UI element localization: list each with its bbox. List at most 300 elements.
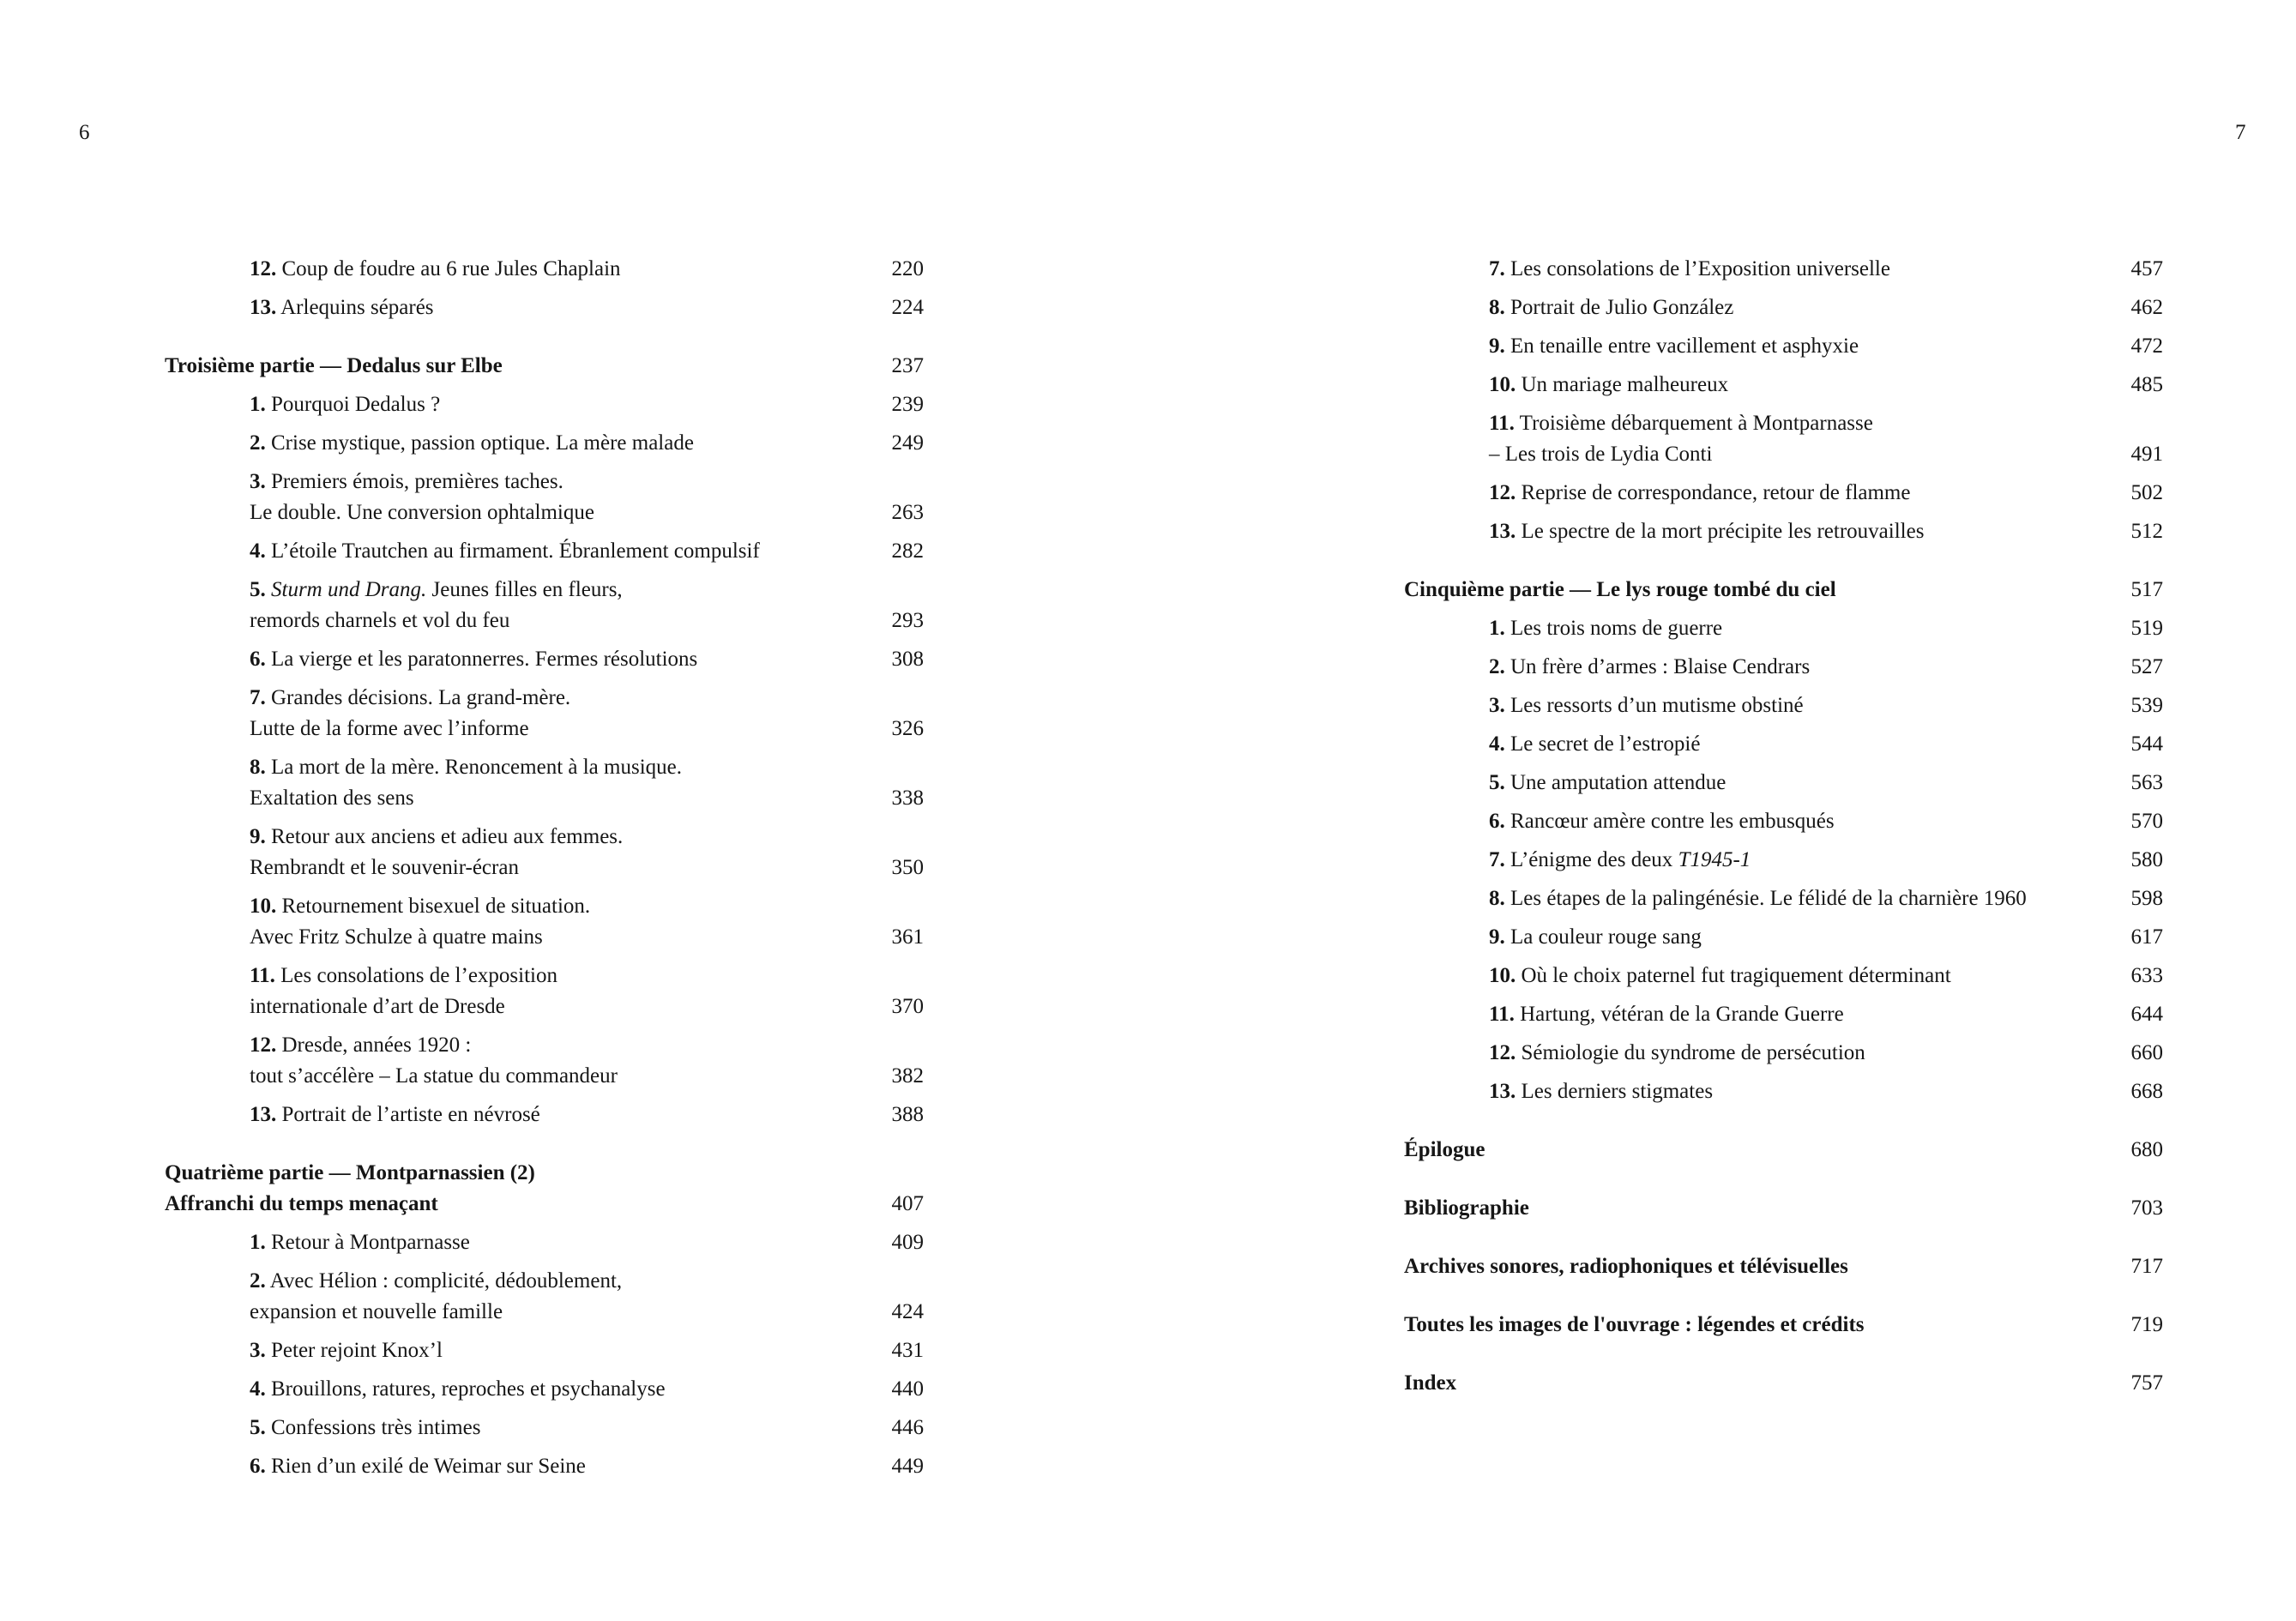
toc-chapter-entry (165, 683, 924, 744)
toc-entry-text (1489, 652, 1810, 683)
toc-line (1489, 478, 2163, 509)
toc-page-number: 431 (891, 1339, 924, 1362)
toc-entry-text (250, 783, 414, 814)
toc-entry-segment: internationale d’art de Dresde (250, 995, 505, 1018)
toc-entry-text (1489, 613, 1722, 644)
toc-entry-text (250, 1227, 470, 1258)
toc-page-number: 220 (891, 257, 924, 280)
toc-entry-text (1489, 1076, 1713, 1107)
toc-line (250, 1297, 924, 1328)
toc-chapter-entry (1404, 729, 2163, 760)
toc-entry-text (250, 1451, 586, 1482)
toc-entry-segment: Un mariage malheureux (1516, 373, 1729, 396)
toc-entry-segment: Le spectre de la mort précipite les retrouvailles (1516, 520, 1925, 543)
toc-line (250, 1061, 924, 1092)
toc-entry-segment: Exaltation des sens (250, 786, 414, 810)
toc-page-number: 502 (2130, 481, 2163, 504)
toc-line (250, 575, 924, 606)
toc-entry-segment: Sémiologie du syndrome de persécution (1516, 1041, 1865, 1064)
toc-line (250, 961, 924, 991)
toc-line (250, 254, 924, 285)
toc-entry-number: 6. (1489, 810, 1505, 833)
toc-entry-segment: Où le choix paternel fut tragiquement déterminant (1516, 964, 1951, 987)
toc-entry-number: 1. (250, 1231, 266, 1254)
toc-line (250, 1335, 924, 1366)
toc-entry-text (1489, 883, 2027, 914)
toc-page-number: 563 (2130, 771, 2163, 794)
toc-line (1489, 331, 2163, 362)
toc-entry-text (250, 606, 509, 636)
toc-entry-text (1489, 370, 1728, 401)
toc-part-heading (1404, 1310, 2163, 1341)
toc-chapter-entry (1404, 1076, 2163, 1107)
toc-line (1489, 999, 2163, 1030)
toc-entry-segment: Portrait de Julio González (1504, 296, 1734, 319)
toc-line (1489, 806, 2163, 837)
toc-line (250, 1374, 924, 1405)
toc-entry-segment: remords charnels et vol du feu (250, 609, 510, 632)
toc-chapter-entry (165, 536, 924, 567)
toc-chapter-entry (165, 1030, 924, 1092)
toc-part-heading (165, 351, 924, 382)
toc-page-number: 570 (2130, 810, 2163, 833)
toc-entry-segment: Rien d’un exilé de Weimar sur Seine (265, 1455, 586, 1478)
toc-entry-segment: Sturm und Drang. (271, 578, 427, 601)
toc-entry-segment: Retour à Montparnasse (265, 1231, 470, 1254)
toc-page-number: 239 (891, 393, 924, 416)
toc-entry-number: 9. (1489, 334, 1505, 358)
toc-entry-text (250, 853, 519, 883)
toc-entry-text (250, 991, 505, 1022)
toc-entry-text (1404, 1251, 1848, 1282)
toc-line (250, 292, 924, 323)
toc-entry-text (250, 575, 623, 606)
toc-page-number: 224 (891, 296, 924, 319)
toc-entry-segment: La couleur rouge sang (1504, 925, 1702, 949)
toc-entry-segment: Jeunes filles en fleurs, (426, 578, 623, 601)
toc-entry-segment: Pourquoi Dedalus ? (265, 393, 441, 416)
toc-entry-segment: Index (1404, 1371, 1457, 1395)
toc-chapter-entry (165, 389, 924, 420)
toc-line (250, 1266, 924, 1297)
toc-entry-segment: Les consolations de l’exposition (274, 964, 557, 987)
toc-line (1489, 1038, 2163, 1069)
toc-entry-text (250, 1061, 618, 1092)
toc-line (1489, 408, 2163, 439)
toc-entry-text (250, 1297, 503, 1328)
toc-page-number: 512 (2130, 520, 2163, 543)
toc-chapter-entry (165, 1335, 924, 1366)
toc-page-number: 382 (891, 1064, 924, 1088)
toc-entry-segment: Reprise de correspondance, retour de flamme (1516, 481, 1911, 504)
toc-entry-segment: Quatrième partie — Montparnassien (2) (165, 1161, 535, 1184)
toc-line (1404, 1310, 2163, 1341)
toc-page-number: 485 (2130, 373, 2163, 396)
toc-entry-segment: Dresde, années 1920 : (276, 1033, 472, 1057)
toc-page-number: 472 (2130, 334, 2163, 358)
toc-page-number: 517 (2130, 578, 2163, 601)
toc-entry-text (1404, 1310, 1865, 1341)
toc-page-number: 457 (2130, 257, 2163, 280)
toc-entry-text (1489, 999, 1844, 1030)
toc-line (250, 991, 924, 1022)
toc-entry-text (250, 428, 694, 459)
toc-line (1404, 575, 2163, 606)
toc-entry-number: 11. (250, 964, 275, 987)
toc-line (250, 467, 924, 497)
toc-chapter-entry (1404, 331, 2163, 362)
toc-entry-number: 9. (1489, 925, 1505, 949)
toc-entry-text (250, 922, 543, 953)
toc-part-heading (1404, 1193, 2163, 1224)
toc-chapter-entry (165, 752, 924, 814)
toc-entry-text (1489, 806, 1835, 837)
toc-page-number: 491 (2130, 443, 2163, 466)
toc-chapter-entry (165, 254, 924, 285)
toc-entry-number: 1. (250, 393, 266, 416)
toc-entry-number: 3. (250, 1339, 266, 1362)
toc-page-number: 424 (891, 1300, 924, 1323)
toc-entry-segment: Grandes décisions. La grand-mère. (265, 686, 571, 709)
toc-entry-number: 5. (1489, 771, 1505, 794)
toc-entry-text (1489, 961, 1951, 991)
toc-line (1489, 845, 2163, 876)
toc-entry-number: 3. (250, 470, 266, 493)
toc-page-number: 293 (891, 609, 924, 632)
toc-line (1489, 613, 2163, 644)
toc-entry-number: 4. (1489, 732, 1505, 756)
toc-line (250, 752, 924, 783)
toc-page-number: 237 (891, 354, 924, 377)
toc-entry-text (250, 1374, 666, 1405)
toc-entry-segment: Hartung, vétéran de la Grande Guerre (1514, 1003, 1844, 1026)
toc-entry-number: 1. (1489, 617, 1505, 640)
toc-page-number: 660 (2130, 1041, 2163, 1064)
toc-entry-number: 10. (1489, 373, 1516, 396)
toc-entry-text (250, 536, 760, 567)
toc-page-number: 446 (891, 1416, 924, 1439)
toc-entry-number: 4. (250, 539, 266, 563)
toc-entry-segment: La vierge et les paratonnerres. Fermes résolutions (265, 648, 698, 671)
toc-chapter-entry (1404, 254, 2163, 285)
toc-page-number: 598 (2130, 887, 2163, 910)
toc-entry-number: 13. (1489, 1080, 1516, 1103)
toc-page-number: 326 (891, 717, 924, 740)
toc-line (1489, 370, 2163, 401)
toc-chapter-entry (165, 575, 924, 636)
toc-entry-number: 4. (250, 1377, 266, 1401)
toc-page-number: 668 (2130, 1080, 2163, 1103)
toc-chapter-entry (1404, 370, 2163, 401)
toc-page-number: 719 (2130, 1313, 2163, 1336)
toc-entry-segment: Rembrandt et le souvenir-écran (250, 856, 519, 879)
toc-entry-text (250, 497, 594, 528)
toc-entry-segment: Troisième débarquement à Montparnasse (1514, 412, 1873, 435)
toc-page-number: 263 (891, 501, 924, 524)
toc-entry-text (250, 714, 529, 744)
toc-entry-text (250, 467, 563, 497)
toc-line (1404, 1135, 2163, 1166)
toc-entry-number: 6. (250, 1455, 266, 1478)
toc-line (1489, 729, 2163, 760)
toc-entry-text (250, 822, 623, 853)
toc-line (250, 1227, 924, 1258)
toc-chapter-entry (1404, 613, 2163, 644)
toc-page-number: 519 (2130, 617, 2163, 640)
toc-entry-text (1489, 478, 1910, 509)
toc-page-number: 370 (891, 995, 924, 1018)
toc-entry-number: 6. (250, 648, 266, 671)
toc-part-heading (1404, 575, 2163, 606)
toc-line (1489, 961, 2163, 991)
toc-entry-segment: Retournement bisexuel de situation. (276, 895, 591, 918)
toc-page-number: 407 (891, 1192, 924, 1215)
toc-line (250, 536, 924, 567)
toc-entry-segment: Les derniers stigmates (1516, 1080, 1714, 1103)
toc-entry-text (165, 1189, 438, 1220)
toc-entry-text (1489, 768, 1726, 798)
toc-page-number: 544 (2130, 732, 2163, 756)
toc-entry-text (1404, 1135, 1485, 1166)
toc-entry-text (250, 961, 557, 991)
toc-entry-text (1404, 1368, 1456, 1399)
toc-entry-number: 12. (1489, 1041, 1516, 1064)
toc-entry-segment: Avec Fritz Schulze à quatre mains (250, 925, 543, 949)
toc-chapter-entry (165, 292, 924, 323)
toc-entry-text (1489, 254, 1890, 285)
toc-entry-number: 2. (250, 1269, 266, 1293)
toc-line (1489, 292, 2163, 323)
page-number-right: 7 (2235, 121, 2246, 144)
toc-line (1489, 652, 2163, 683)
toc-entry-segment: T1945-1 (1678, 848, 1751, 871)
toc-entry-segment: Brouillons, ratures, reproches et psychanalyse (265, 1377, 666, 1401)
toc-entry-segment: Les étapes de la palingénésie. Le félidé de la charnière 1960 (1504, 887, 2027, 910)
toc-chapter-entry (165, 1451, 924, 1482)
toc-entry-segment: Confessions très intimes (265, 1416, 481, 1439)
toc-chapter-entry (165, 822, 924, 883)
toc-entry-number: 8. (250, 756, 266, 779)
toc-line (1489, 1076, 2163, 1107)
toc-line (250, 1100, 924, 1130)
toc-entry-number: 2. (1489, 655, 1505, 678)
toc-chapter-entry (165, 961, 924, 1022)
toc-page-number: 449 (891, 1455, 924, 1478)
toc-entry-segment: Archives sonores, radiophoniques et télévisuelles (1404, 1255, 1848, 1278)
toc-line (250, 783, 924, 814)
toc-page-number: 338 (891, 786, 924, 810)
toc-chapter-entry (165, 1227, 924, 1258)
toc-entry-segment: Troisième partie — Dedalus sur Elbe (165, 354, 503, 377)
toc-entry-text (250, 644, 697, 675)
toc-page-number: 409 (891, 1231, 924, 1254)
toc-entry-text (1489, 292, 1733, 323)
toc-entry-text (250, 1413, 480, 1443)
toc-entry-segment: Le secret de l’estropié (1504, 732, 1701, 756)
toc-line (1489, 922, 2163, 953)
toc-part-heading (1404, 1251, 2163, 1282)
toc-entry-segment: L’étoile Trautchen au firmament. Ébranlement compulsif (265, 539, 760, 563)
toc-page-number: 249 (891, 431, 924, 455)
toc-chapter-entry (1404, 883, 2163, 914)
toc-line (250, 891, 924, 922)
toc-entry-number: 3. (1489, 694, 1505, 717)
toc-entry-segment: Un frère d’armes : Blaise Cendrars (1504, 655, 1811, 678)
toc-line (250, 714, 924, 744)
toc-chapter-entry (165, 891, 924, 953)
toc-page-number: 717 (2130, 1255, 2163, 1278)
toc-page-number: 462 (2130, 296, 2163, 319)
toc-entry-segment: Les ressorts d’un mutisme obstiné (1504, 694, 1804, 717)
toc-chapter-entry (165, 1374, 924, 1405)
toc-entry-number: 9. (250, 825, 266, 848)
toc-entry-text (1489, 408, 1873, 439)
toc-line (165, 351, 924, 382)
toc-chapter-entry (165, 428, 924, 459)
toc-entry-number: 5. (250, 1416, 266, 1439)
toc-entry-text (250, 292, 434, 323)
toc-chapter-entry (1404, 845, 2163, 876)
toc-entry-text (250, 254, 621, 285)
toc-chapter-entry (165, 467, 924, 528)
toc-line (1489, 768, 2163, 798)
toc-line (250, 922, 924, 953)
toc-entry-segment: expansion et nouvelle famille (250, 1300, 503, 1323)
toc-page-number: 580 (2130, 848, 2163, 871)
toc-entry-segment: Coup de foudre au 6 rue Jules Chaplain (276, 257, 621, 280)
toc-entry-text (1489, 516, 1924, 547)
toc-chapter-entry (1404, 478, 2163, 509)
toc-entry-segment: Affranchi du temps menaçant (165, 1192, 438, 1215)
toc-entry-segment: Premiers émois, premières taches. (265, 470, 563, 493)
toc-entry-number: 12. (250, 257, 277, 280)
toc-line (165, 1158, 924, 1189)
toc-line (250, 644, 924, 675)
toc-entry-number: 10. (1489, 964, 1516, 987)
toc-entry-number: 11. (1489, 412, 1515, 435)
toc-page-number: 539 (2130, 694, 2163, 717)
toc-entry-number: 13. (250, 1103, 277, 1126)
toc-chapter-entry (1404, 768, 2163, 798)
toc-line (1489, 516, 2163, 547)
toc-line (1489, 883, 2163, 914)
toc-line (250, 683, 924, 714)
toc-entry-number: 12. (1489, 481, 1516, 504)
toc-chapter-entry (165, 1100, 924, 1130)
toc-line (250, 1451, 924, 1482)
toc-entry-segment: tout s’accélère – La statue du commandeur (250, 1064, 618, 1088)
toc-chapter-entry (1404, 652, 2163, 683)
toc-line (250, 822, 924, 853)
toc-entry-number: 7. (1489, 257, 1505, 280)
toc-chapter-entry (165, 1413, 924, 1443)
toc-entry-text (250, 1266, 622, 1297)
toc-line (250, 389, 924, 420)
toc-entry-text (250, 1335, 443, 1366)
toc-entry-text (250, 389, 440, 420)
toc-part-heading (165, 1158, 924, 1220)
toc-entry-number: 13. (250, 296, 277, 319)
toc-entry-number: 8. (1489, 296, 1505, 319)
toc-entry-segment: Rancœur amère contre les embusqués (1504, 810, 1835, 833)
toc-entry-number: 5. (250, 578, 266, 601)
page-number-left: 6 (79, 121, 90, 144)
toc-page-number: 644 (2130, 1003, 2163, 1026)
toc-chapter-entry (1404, 408, 2163, 470)
toc-line (250, 853, 924, 883)
toc-entry-number: 2. (250, 431, 266, 455)
toc-page-number: 757 (2130, 1371, 2163, 1395)
toc-entry-number: 8. (1489, 887, 1505, 910)
toc-chapter-entry (1404, 961, 2163, 991)
toc-chapter-entry (165, 1266, 924, 1328)
toc-line (1404, 1251, 2163, 1282)
toc-entry-segment: Retour aux anciens et adieu aux femmes. (265, 825, 624, 848)
toc-entry-text (1489, 439, 1712, 470)
toc-line (250, 428, 924, 459)
toc-part-heading (1404, 1135, 2163, 1166)
toc-entry-text (165, 1158, 535, 1189)
toc-page-number: 703 (2130, 1196, 2163, 1220)
toc-entry-segment: Toutes les images de l'ouvrage : légendes et crédits (1404, 1313, 1865, 1336)
toc-line (1489, 439, 2163, 470)
toc-page-number: 350 (891, 856, 924, 879)
toc-column-right (1404, 254, 2163, 1407)
toc-page-number: 282 (891, 539, 924, 563)
toc-entry-number: 10. (250, 895, 277, 918)
toc-entry-segment: Épilogue (1404, 1138, 1485, 1161)
toc-page-number: 617 (2130, 925, 2163, 949)
toc-page-number: 680 (2130, 1138, 2163, 1161)
toc-entry-text (1489, 845, 1751, 876)
toc-entry-segment: Portrait de l’artiste en névrosé (276, 1103, 540, 1126)
toc-entry-text (250, 1100, 540, 1130)
toc-entry-text (250, 683, 570, 714)
toc-entry-number: 7. (250, 686, 266, 709)
toc-entry-number: 13. (1489, 520, 1516, 543)
toc-entry-text (1489, 331, 1859, 362)
toc-entry-segment: Arlequins séparés (276, 296, 434, 319)
toc-chapter-entry (165, 644, 924, 675)
toc-entry-segment: L’énigme des deux (1504, 848, 1678, 871)
toc-entry-text (1489, 690, 1804, 721)
toc-entry-text (1489, 1038, 1865, 1069)
toc-line (250, 497, 924, 528)
toc-line (1404, 1193, 2163, 1224)
toc-column-left (165, 254, 924, 1490)
toc-line (1404, 1368, 2163, 1399)
toc-entry-segment: Cinquième partie — Le lys rouge tombé du ciel (1404, 578, 1836, 601)
toc-entry-text (1404, 575, 1836, 606)
toc-line (250, 606, 924, 636)
toc-entry-number: 12. (250, 1033, 277, 1057)
toc-entry-segment: Le double. Une conversion ophtalmique (250, 501, 594, 524)
toc-entry-segment: En tenaille entre vacillement et asphyxie (1504, 334, 1859, 358)
toc-chapter-entry (1404, 922, 2163, 953)
toc-chapter-entry (1404, 1038, 2163, 1069)
toc-page-number: 388 (891, 1103, 924, 1126)
toc-entry-text (250, 891, 590, 922)
toc-chapter-entry (1404, 690, 2163, 721)
toc-chapter-entry (1404, 516, 2163, 547)
toc-entry-segment: – Les trois de Lydia Conti (1489, 443, 1713, 466)
toc-entry-segment: Lutte de la forme avec l’informe (250, 717, 529, 740)
toc-page-number: 633 (2130, 964, 2163, 987)
toc-entry-segment: Peter rejoint Knox’l (265, 1339, 443, 1362)
toc-page-number: 308 (891, 648, 924, 671)
toc-line (1489, 254, 2163, 285)
toc-entry-text (250, 1030, 471, 1061)
